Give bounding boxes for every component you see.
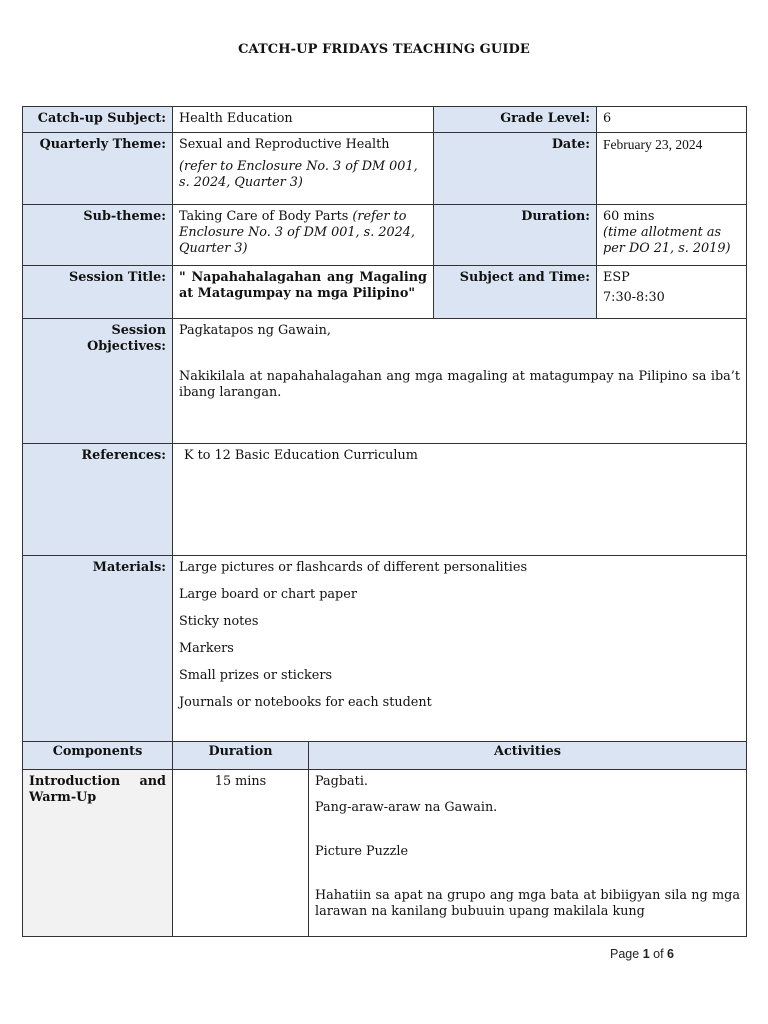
subtheme-note: (refer to Enclosure No. 3 of DM 001, s. 2024, Quarter 3) xyxy=(179,209,415,256)
materials-item: Sticky notes xyxy=(179,614,259,629)
activity-item: Pagbati. xyxy=(315,774,368,789)
component-cell: Introduction and Warm-Up xyxy=(22,769,173,937)
subject-label: Catch-up Subject: xyxy=(22,106,173,133)
of-word: of xyxy=(653,947,664,961)
subject-value: Health Education xyxy=(172,106,434,133)
grade-value: 6 xyxy=(596,106,747,133)
materials-item: Markers xyxy=(179,641,234,656)
materials-item: Large board or chart paper xyxy=(179,587,357,602)
activity-item: Pang-araw-araw na Gawain. xyxy=(315,800,498,815)
page-current: 1 xyxy=(642,947,650,961)
materials-item: Journals or notebooks for each student xyxy=(179,695,432,710)
activity-item: Picture Puzzle xyxy=(315,844,409,859)
duration-header: Duration xyxy=(172,741,309,770)
activities-cell xyxy=(308,769,747,937)
objectives-intro: Pagkatapos ng Gawain, xyxy=(179,323,331,338)
date-label: Date: xyxy=(433,132,597,205)
materials-item: Small prizes or stickers xyxy=(179,668,333,683)
activities-header: Activities xyxy=(308,741,747,770)
session-title-label: Session Title: xyxy=(22,265,173,319)
component-duration: 15 mins xyxy=(172,769,309,937)
materials-item: Large pictures or flashcards of different personalities xyxy=(179,560,528,575)
subject-time-label: Subject and Time: xyxy=(433,265,597,319)
duration-note: (time allotment as per DO 21, s. 2019) xyxy=(603,225,731,256)
date-value: February 23, 2024 xyxy=(596,132,747,205)
materials-cell xyxy=(172,555,747,742)
objectives-label: Session Objectives: xyxy=(22,318,173,444)
duration-value: 60 mins xyxy=(603,209,655,224)
theme-cell xyxy=(172,132,434,205)
objectives-text: Nakikilala at napahahalagahan ang mga magaling at matagumpay na Pilipino sa iba’t ibang larangan. xyxy=(179,369,740,400)
duration-cell xyxy=(596,204,747,266)
references-value: K to 12 Basic Education Curriculum xyxy=(172,443,747,556)
subject-time-cell xyxy=(596,265,747,319)
components-header: Components xyxy=(22,741,173,770)
subtheme-value: Taking Care of Body Parts xyxy=(179,209,349,224)
document-title: CATCH-UP FRIDAYS TEACHING GUIDE xyxy=(238,42,530,57)
materials-label: Materials: xyxy=(22,555,173,742)
page-word: Page xyxy=(610,947,640,961)
subject-time-subject: ESP xyxy=(603,270,630,285)
subject-time-time: 7:30-8:30 xyxy=(603,290,665,305)
objectives-cell xyxy=(172,318,747,444)
session-title-value: " Napahahalagahan ang Magaling at Matagumpay na mga Pilipino" xyxy=(172,265,434,319)
theme-label: Quarterly Theme: xyxy=(22,132,173,205)
grade-label: Grade Level: xyxy=(433,106,597,133)
theme-value: Sexual and Reproductive Health xyxy=(179,137,390,152)
page-total: 6 xyxy=(667,947,674,961)
page-number xyxy=(610,947,674,961)
subtheme-label: Sub-theme: xyxy=(22,204,173,266)
theme-note: (refer to Enclosure No. 3 of DM 001, s. 2024, Quarter 3) xyxy=(179,159,418,190)
activity-item: Hahatiin sa apat na grupo ang mga bata at bibiigyan sila ng mga larawan na kanilang bubuuin upang makilala kung xyxy=(315,888,740,919)
subtheme-cell xyxy=(172,204,434,266)
duration-label: Duration: xyxy=(433,204,597,266)
references-label: References: xyxy=(22,443,173,556)
